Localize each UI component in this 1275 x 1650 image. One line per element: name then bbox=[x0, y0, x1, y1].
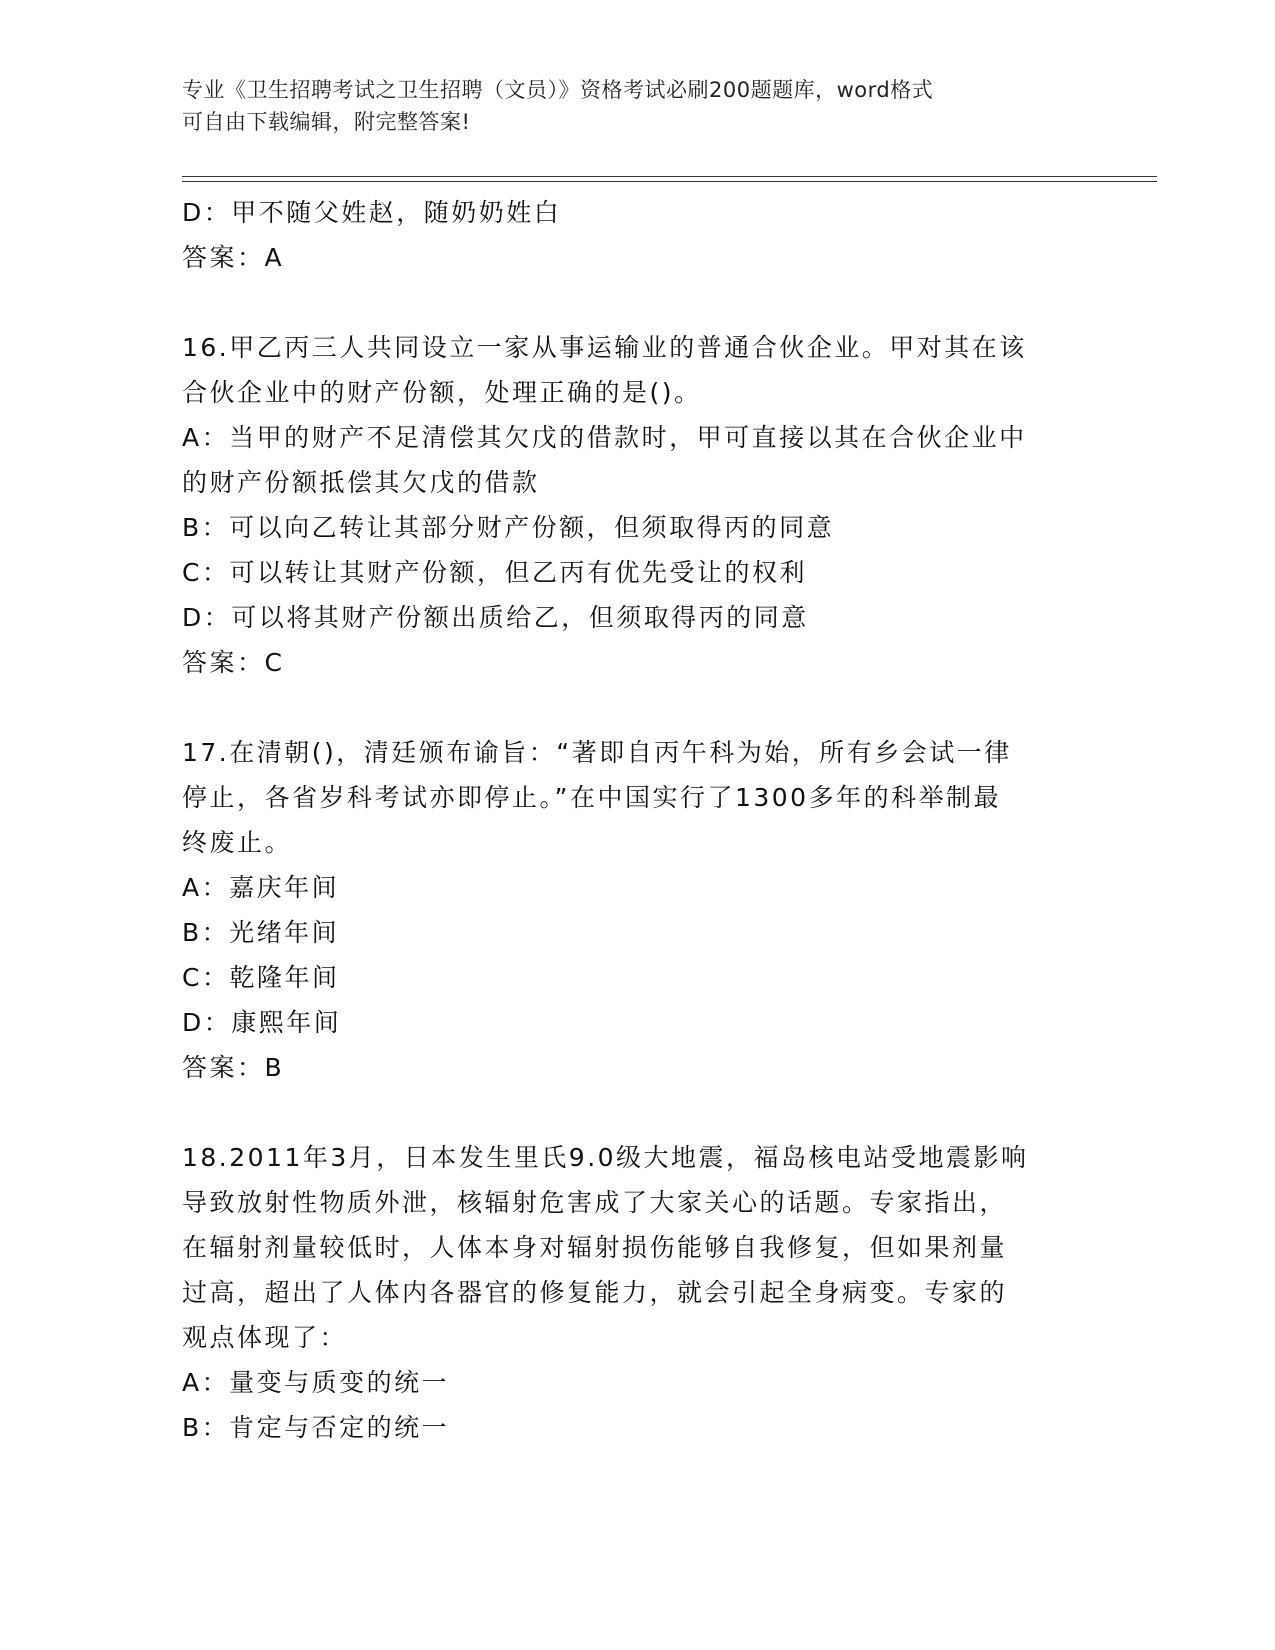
option-b: B：肯定与否定的统一 bbox=[182, 1413, 450, 1442]
option-b: B：光绪年间 bbox=[182, 918, 340, 947]
answer-line: 答案：A bbox=[182, 243, 285, 272]
header-line-2: 可自由下载编辑，附完整答案! bbox=[182, 110, 471, 134]
question-18 bbox=[182, 1135, 1092, 1450]
option-a: A：量变与质变的统一 bbox=[182, 1368, 450, 1397]
question-stem: 16.甲乙丙三人共同设立一家从事运输业的普通合伙企业。甲对其在该 bbox=[182, 333, 1027, 362]
question-stem: 合伙企业中的财产份额，处理正确的是()。 bbox=[182, 378, 702, 407]
option-a: A：当甲的财产不足清偿其欠戊的借款时，甲可直接以其在合伙企业中 bbox=[182, 423, 1027, 452]
header-divider-bottom bbox=[182, 181, 1157, 182]
previous-question-tail bbox=[182, 190, 1092, 280]
option-d: D：可以将其财产份额出质给乙，但须取得丙的同意 bbox=[182, 603, 809, 632]
spacer bbox=[182, 280, 1092, 325]
question-stem: 导致放射性物质外泄，核辐射危害成了大家关心的话题。专家指出， bbox=[182, 1188, 1008, 1217]
question-stem: 18.2011年3月，日本发生里氏9.0级大地震，福岛核电站受地震影响 bbox=[182, 1143, 1029, 1172]
option-b: B：可以向乙转让其部分财产份额，但须取得丙的同意 bbox=[182, 513, 835, 542]
question-stem: 终废止。 bbox=[182, 828, 293, 857]
question-stem: 过高，超出了人体内各器官的修复能力，就会引起全身病变。专家的 bbox=[182, 1278, 1008, 1307]
answer-line: 答案：B bbox=[182, 1053, 285, 1082]
header-divider-top bbox=[182, 176, 1157, 177]
question-stem: 观点体现了： bbox=[182, 1323, 348, 1352]
option-d: D：甲不随父姓赵，随奶奶姓白 bbox=[182, 198, 562, 227]
option-d: D：康熙年间 bbox=[182, 1008, 342, 1037]
header-line-1: 专业《卫生招聘考试之卫生招聘（文员）》资格考试必刷200题题库，word格式 bbox=[182, 78, 934, 102]
spacer bbox=[182, 1090, 1092, 1135]
option-c: C：乾隆年间 bbox=[182, 963, 340, 992]
option-a: A：嘉庆年间 bbox=[182, 873, 340, 902]
option-c: C：可以转让其财产份额，但乙丙有优先受让的权利 bbox=[182, 558, 807, 587]
answer-line: 答案：C bbox=[182, 648, 285, 677]
document-body bbox=[182, 190, 1092, 1450]
option-a: 的财产份额抵偿其欠戊的借款 bbox=[182, 468, 540, 497]
question-stem: 在辐射剂量较低时，人体本身对辐射损伤能够自我修复，但如果剂量 bbox=[182, 1233, 1008, 1262]
question-stem: 停止，各省岁科考试亦即停止。”在中国实行了1300多年的科举制最 bbox=[182, 783, 1002, 812]
question-16 bbox=[182, 325, 1092, 685]
question-17 bbox=[182, 730, 1092, 1090]
spacer bbox=[182, 685, 1092, 730]
document-header bbox=[182, 74, 1062, 138]
question-stem: 17.在清朝()，清廷颁布谕旨：“著即自丙午科为始，所有乡会试一律 bbox=[182, 738, 1012, 767]
